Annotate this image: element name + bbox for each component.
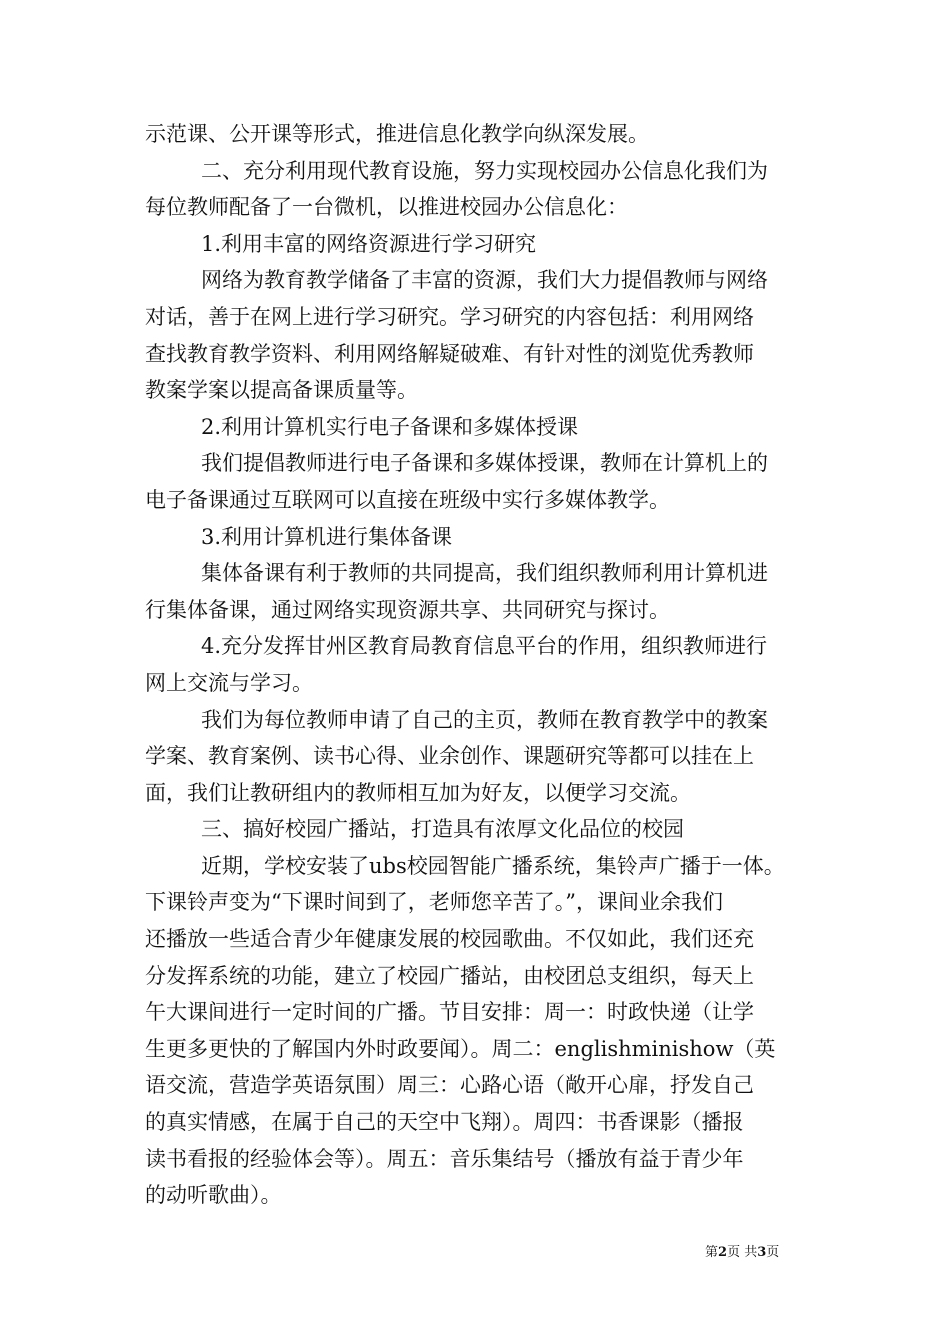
text-line: 网上交流与学习。 [145, 670, 313, 695]
text-line: 教案学案以提高备课质量等。 [145, 378, 418, 403]
text-line: 示范课、公开课等形式，推进信息化教学向纵深发展。 [145, 122, 649, 146]
footer-prefix: 第 [705, 1245, 719, 1260]
subheading: 1.利用丰富的网络资源进行学习研究 [201, 231, 537, 256]
text-line: 午大课间进行一定时间的广播。节目安排：周一：时政快递（让学 [145, 1000, 754, 1025]
current-page-number: 2 [718, 1245, 728, 1260]
text-line: 我们提倡教师进行电子备课和多媒体授课，教师在计算机上的 [201, 451, 768, 476]
text-line: 的动听歌曲）。 [145, 1183, 282, 1208]
total-pages-number: 3 [757, 1245, 767, 1260]
text-line: 学案、教育案例、读书心得、业余创作、课题研究等都可以挂在上 [145, 744, 754, 769]
footer-middle: 页 共 [727, 1245, 758, 1260]
text-line: 每位教师配备了一台微机，以推进校园办公信息化： [145, 195, 628, 220]
text-line: 查找教育教学资料、利用网络解疑破难、有针对性的浏览优秀教师 [145, 341, 754, 366]
text-line: 面，我们让教研组内的教师相互加为好友，以便学习交流。 [145, 780, 691, 805]
document-body [145, 116, 817, 1214]
subheading: 3.利用计算机进行集体备课 [201, 524, 453, 549]
text-line: 下课铃声变为“下课时间到了，老师您辛苦了。”，课间业余我们 [145, 890, 723, 915]
text-line: 集体备课有利于教师的共同提高，我们组织教师利用计算机进 [201, 561, 768, 586]
text-line: 语交流，营造学英语氛围）周三：心路心语（敞开心扉，抒发自己 [145, 1073, 754, 1098]
text-line: 读书看报的经验体会等）。周五：音乐集结号（播放有益于青少年 [145, 1146, 744, 1171]
text-line: 的真实情感，在属于自己的天空中飞翔）。周四：书香课影（播报 [145, 1110, 744, 1135]
text-line: 电子备课通过互联网可以直接在班级中实行多媒体教学。 [145, 487, 670, 512]
footer-suffix: 页 [766, 1245, 780, 1260]
text-line: 网络为教育教学储备了丰富的资源，我们大力提倡教师与网络 [201, 268, 768, 293]
text-line: 近期，学校安装了ubs校园智能广播系统，集铃声广播于一体。 [201, 853, 785, 878]
page-footer [705, 1244, 815, 1262]
section-heading: 三、搞好校园广播站，打造具有浓厚文化品位的校园 [201, 817, 684, 842]
subheading: 2.利用计算机实行电子备课和多媒体授课 [201, 414, 579, 439]
text-line: 对话，善于在网上进行学习研究。学习研究的内容包括：利用网络 [145, 304, 754, 329]
text-line: 行集体备课，通过网络实现资源共享、共同研究与探讨。 [145, 597, 670, 622]
text-line: 分发挥系统的功能，建立了校园广播站，由校团总支组织，每天上 [145, 963, 754, 988]
subheading: 4.充分发挥甘州区教育局教育信息平台的作用，组织教师进行 [201, 634, 768, 659]
text-line: 生更多更快的了解国内外时政要闻）。周二：englishminishow（英 [145, 1036, 776, 1061]
section-heading: 二、充分利用现代教育设施，努力实现校园办公信息化我们为 [201, 158, 768, 183]
text-line: 我们为每位教师申请了自己的主页，教师在教育教学中的教案 [201, 707, 768, 732]
text-line: 还播放一些适合青少年健康发展的校园歌曲。不仅如此，我们还充 [145, 927, 754, 952]
